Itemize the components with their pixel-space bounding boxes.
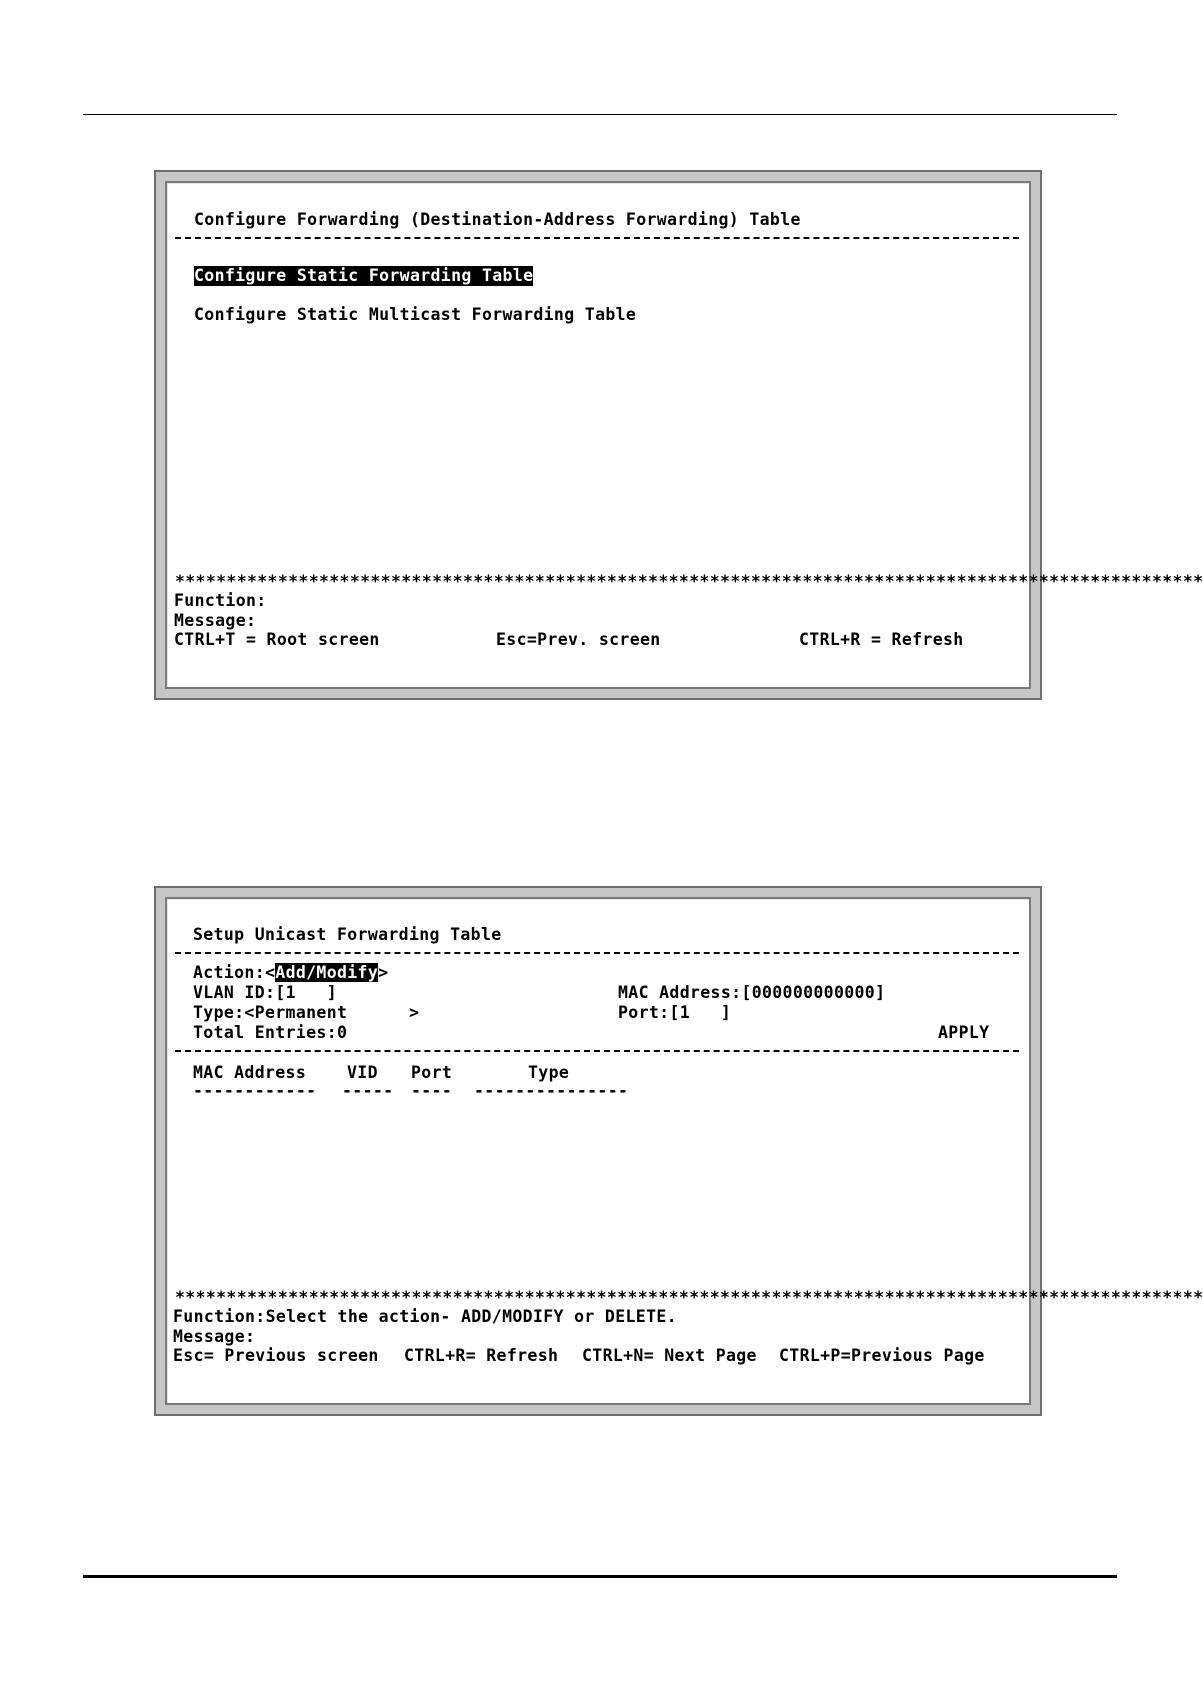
- page-top-rule: [83, 114, 1117, 115]
- screen-title: Setup Unicast Forwarding Table: [193, 925, 502, 944]
- key-next-page[interactable]: CTRL+N= Next Page: [582, 1346, 757, 1365]
- total-value: 0: [336, 1023, 348, 1042]
- column-header-port: Port: [411, 1063, 453, 1082]
- menu-item-static-multicast-forwarding[interactable]: Configure Static Multicast Forwarding Table: [194, 305, 637, 324]
- function-line: [173, 1307, 677, 1327]
- type-label: Type:<: [193, 1003, 255, 1022]
- terminal-window-forwarding: [154, 170, 1203, 700]
- function-label: Function:: [173, 1307, 266, 1326]
- column-header-mac: MAC Address: [193, 1063, 307, 1082]
- star-divider: ****************************************************************************************************: [175, 1288, 1203, 1307]
- column-underline-mac: ------------: [193, 1081, 317, 1100]
- page-bottom-rule: [83, 1575, 1117, 1578]
- action-close: >: [378, 963, 389, 982]
- vlan-label: VLAN ID:: [193, 983, 276, 1002]
- action-row: [193, 963, 388, 983]
- column-header-type: Type: [528, 1063, 570, 1082]
- message-label: Message:: [174, 611, 257, 630]
- star-divider: ****************************************************************************************************: [175, 572, 1203, 591]
- port-field[interactable]: [1 ]: [669, 1003, 732, 1022]
- message-line: [173, 1327, 255, 1347]
- message-label: Message:: [173, 1327, 256, 1346]
- action-select[interactable]: Add/Modify: [275, 963, 379, 982]
- apply-button[interactable]: APPLY: [938, 1023, 990, 1042]
- terminal-screen: [165, 897, 1203, 1405]
- type-row: [193, 1003, 419, 1023]
- mac-row: [618, 983, 885, 1003]
- key-refresh[interactable]: CTRL+R= Refresh: [404, 1346, 559, 1365]
- port-row: [618, 1003, 731, 1023]
- function-label: Function:: [174, 591, 267, 610]
- key-root-screen[interactable]: CTRL+T = Root screen: [174, 630, 380, 649]
- function-text: Select the action- ADD/MODIFY or DELETE.: [265, 1307, 677, 1326]
- key-prev-screen[interactable]: Esc=Prev. screen: [496, 630, 661, 649]
- total-label: Total Entries:: [193, 1023, 337, 1042]
- title-divider: [175, 237, 1019, 239]
- key-prev-screen[interactable]: Esc= Previous screen: [173, 1346, 379, 1365]
- action-label: Action:<: [193, 963, 276, 982]
- column-underline-type: ---------------: [474, 1081, 629, 1100]
- form-divider: [175, 1050, 1019, 1052]
- message-line: [174, 611, 256, 631]
- type-select[interactable]: Permanent >: [254, 1003, 420, 1022]
- port-label: Port:: [618, 1003, 670, 1022]
- key-refresh[interactable]: CTRL+R = Refresh: [799, 630, 964, 649]
- screen-title: Configure Forwarding (Destination-Address Forwarding) Table: [194, 210, 801, 229]
- function-line: [174, 591, 267, 611]
- mac-label: MAC Address:: [618, 983, 742, 1002]
- vlan-id-field[interactable]: [1 ]: [275, 983, 337, 1002]
- column-underline-port: ----: [411, 1081, 453, 1100]
- column-header-vid: VID: [347, 1063, 378, 1082]
- key-previous-page[interactable]: CTRL+P=Previous Page: [779, 1346, 985, 1365]
- total-entries: [193, 1023, 347, 1043]
- vlan-row: [193, 983, 337, 1003]
- title-divider: [175, 952, 1019, 954]
- terminal-screen: [165, 181, 1203, 689]
- terminal-window-unicast: [154, 886, 1203, 1416]
- mac-address-field[interactable]: [000000000000]: [741, 983, 886, 1002]
- column-underline-vid: -----: [342, 1081, 394, 1100]
- menu-item-static-forwarding[interactable]: Configure Static Forwarding Table: [194, 266, 534, 285]
